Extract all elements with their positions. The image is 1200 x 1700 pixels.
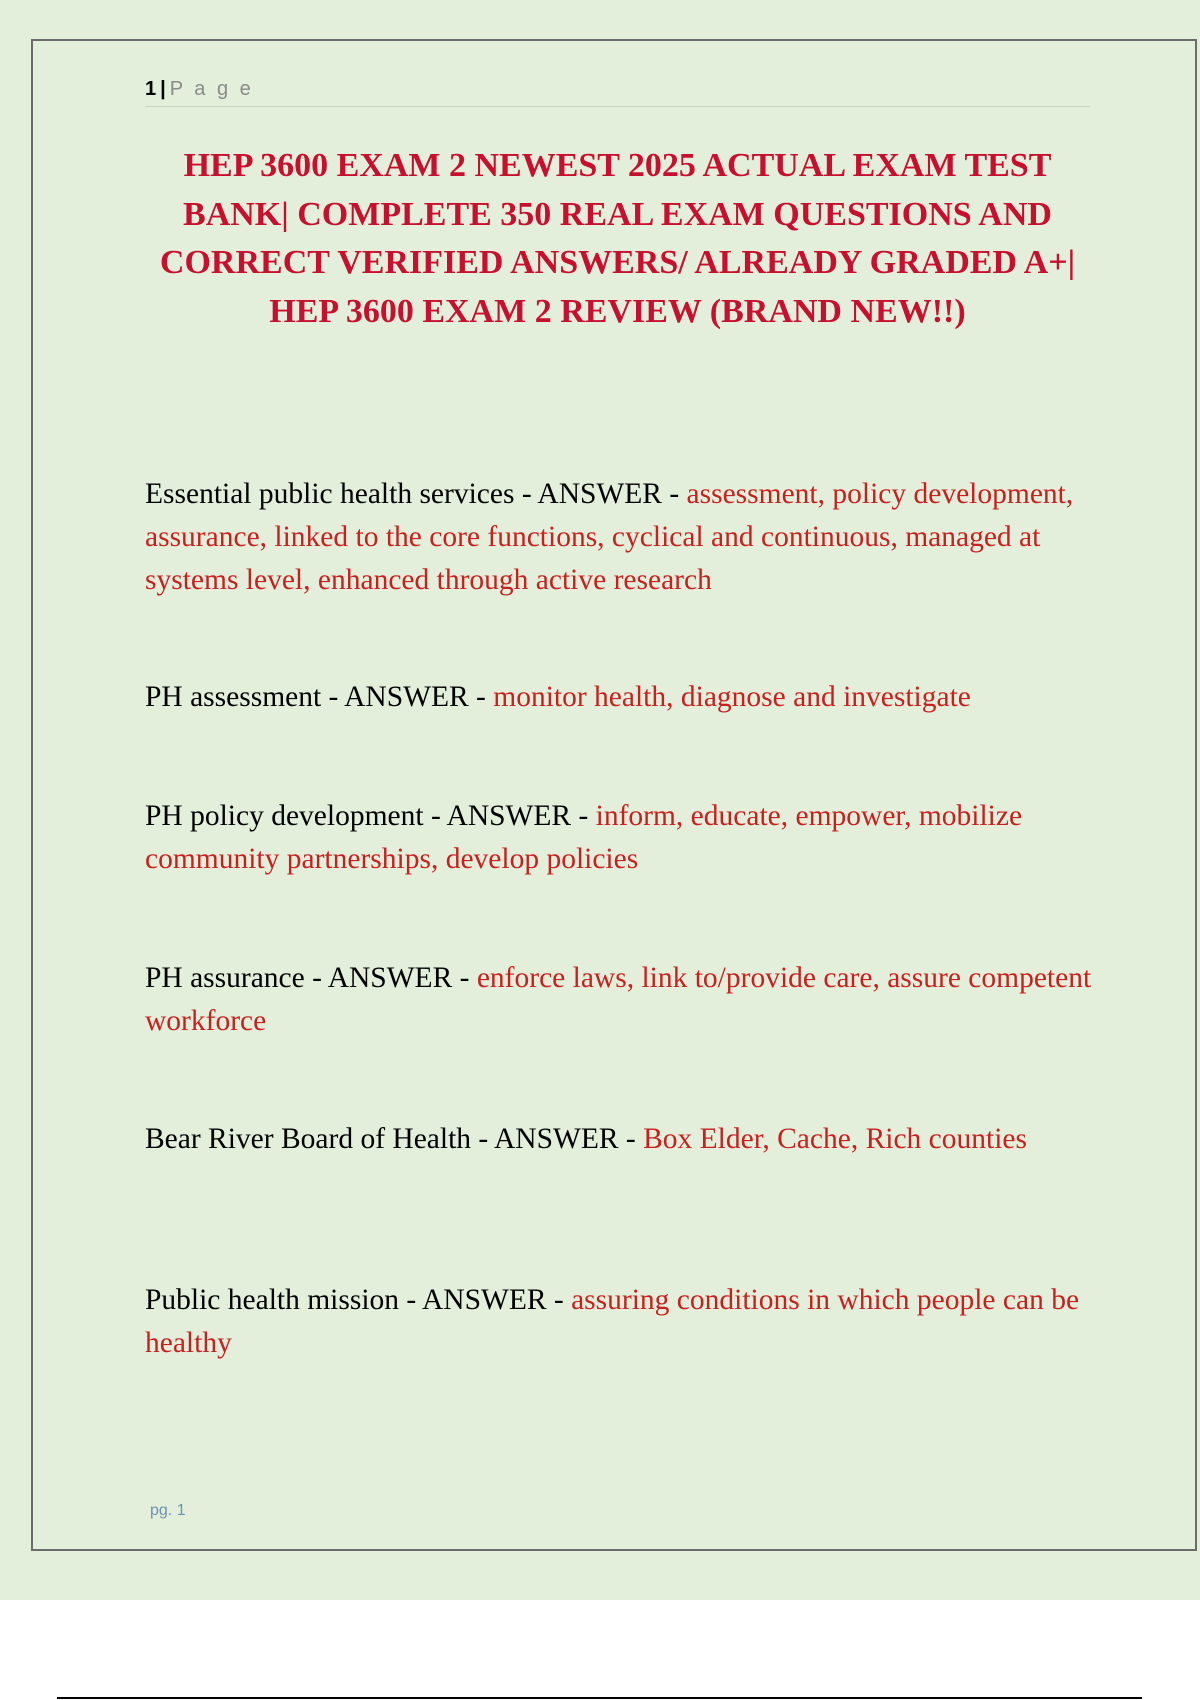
qa-item bbox=[145, 676, 1095, 719]
qa-item bbox=[145, 957, 1095, 1043]
qa-item bbox=[145, 1279, 1095, 1365]
page-header bbox=[145, 74, 1090, 107]
answer-text: Box Elder, Cache, Rich counties bbox=[643, 1123, 1027, 1155]
page-word: P a g e bbox=[169, 78, 254, 100]
answer-text: assessment, policy development, assurance, linked to the core functions, cyclical and continuous, managed at systems level, enhanced through active research bbox=[145, 478, 1074, 596]
answer-text: enforce laws, link to/provide care, assure competent workforce bbox=[145, 962, 1092, 1037]
qa-item bbox=[145, 795, 1095, 881]
answer-text: assuring conditions in which people can be healthy bbox=[145, 1284, 1080, 1359]
question-term: Public health mission - ANSWER - bbox=[145, 1284, 572, 1316]
header-separator: | bbox=[160, 78, 166, 100]
question-term: Essential public health services - ANSWER - bbox=[145, 478, 687, 510]
page-footer: pg. 1 bbox=[150, 1502, 186, 1519]
page-number: 1 bbox=[145, 78, 157, 100]
bottom-divider bbox=[57, 1697, 1142, 1699]
answer-text: inform, educate, empower, mobilize community partnerships, develop policies bbox=[145, 800, 1023, 875]
question-term: PH assurance - ANSWER - bbox=[145, 962, 477, 994]
question-term: Bear River Board of Health - ANSWER - bbox=[145, 1123, 644, 1155]
question-term: PH policy development - ANSWER - bbox=[145, 800, 596, 832]
qa-item bbox=[145, 1118, 1095, 1161]
qa-item bbox=[145, 473, 1095, 602]
question-term: PH assessment - ANSWER - bbox=[145, 681, 494, 713]
answer-text: monitor health, diagnose and investigate bbox=[493, 681, 971, 713]
document-title: HEP 3600 EXAM 2 NEWEST 2025 ACTUAL EXAM TEST BANK| COMPLETE 350 REAL EXAM QUESTIONS AND CORRECT VERIFIED ANSWERS/ ALREADY GRADED A+| HEP 3600 EXAM 2 REVIEW (BRAND NEW!!) bbox=[159, 147, 1076, 330]
